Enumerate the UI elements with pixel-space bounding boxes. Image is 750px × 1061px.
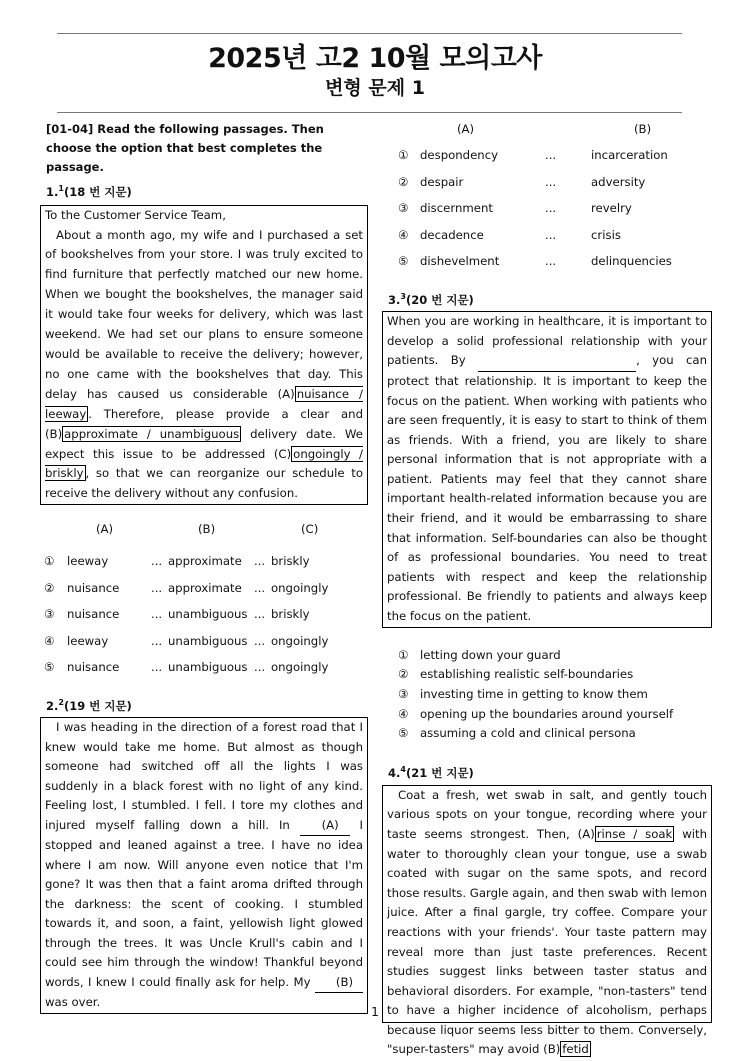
q1-option-2[interactable]: ② nuisance ... approximate ... ongoingly (44, 580, 329, 595)
q2-option-3[interactable]: ③ discernment ... revelry (398, 201, 632, 215)
left-column (40, 120, 368, 1014)
q2-option-headers: (A) (B) (457, 122, 652, 136)
q2-blank-b: (B) (315, 973, 363, 994)
q4-choice-b: fetid (562, 1042, 589, 1057)
q3-option-5[interactable]: ⑤ assuming a cold and clinical persona (398, 726, 636, 741)
q2-option-4[interactable]: ④ decadence ... crisis (398, 227, 621, 242)
q2-option-5[interactable]: ⑤ dishevelment ... delinquencies (398, 254, 672, 268)
q3-option-4[interactable]: ④ opening up the boundaries around yourself (398, 706, 674, 721)
q3-heading: 3.$^3$(20 번 지문) (388, 291, 474, 307)
q3-options (382, 646, 712, 745)
q1-options (40, 552, 368, 685)
q2-options (382, 146, 712, 279)
page-number: 1 (371, 1004, 379, 1019)
page-subtitle: 변형 문제 1 (325, 77, 425, 99)
q3-option-2[interactable]: ② establishing realistic self-boundaries (398, 667, 634, 682)
q1-choice-b: approximate / unambiguous (64, 426, 240, 441)
q3-passage: When you are working in healthcare, it is important to develop a solid professional relationship with your patients. By , you can protect that relationship. It is important to keep the focus on the patient. When working with patients who are seen frequently, it is easy to start to think of them as friends. With a friend, you are likely to share personal information that is not appropriate with a patient. Patients may feel that they cannot share important health-related information because you are their friend, and it would be embarrassing to share that information. Self-boundaries can also be thought of as professional boundaries. You need to treat patients with respect and keep the relationship professional. Be friendly to patients and always keep the focus on the patient. (382, 311, 712, 628)
q4-passage: Coat a fresh, wet swab in salt, and gently touch various spots on your tongue, recording where your taste seems strongest. Then, (A) rinse / soak with water to thoroughly clean your tongue, use a swab coated with sugar on the same spots, and record those results. Gargle again, and then swab with lemon juice. After a final gargle, try coffee. Compare your reactions with your friends'. Your taste pattern may reveal more than just taste preferences. Recent studies suggest links between taster status and behavioral disorders. For example, "non-tasters" tend to have a higher incidence of alcoholism, perhaps because liquor seems less bitter to them. Conversely, "super-tasters" may avoid (B) fetid (382, 785, 712, 1023)
q3-option-3[interactable]: ③ investing time in getting to know them (398, 687, 648, 702)
q1-heading: 1.$^1$(18 번 지문) (46, 184, 132, 199)
q1-option-3[interactable]: ③ nuisance ... unambiguous ... briskly (44, 607, 310, 622)
q3-blank (478, 351, 636, 372)
header-rule (57, 112, 682, 113)
q1-option-headers: (A) (B) (C) (96, 522, 319, 537)
q3-option-1[interactable]: ① letting down your guard (398, 647, 561, 662)
right-column (382, 120, 712, 1057)
q1-passage (40, 205, 368, 506)
q1-option-1[interactable]: ① leeway ... approximate ... briskly (44, 554, 310, 569)
top-rule (57, 33, 682, 34)
q2-option-1[interactable]: ① despondency ... incarceration (398, 148, 668, 162)
q1-greeting: To the Customer Service Team, (45, 207, 226, 222)
q4-choice-a: rinse / soak (596, 826, 673, 841)
q2-blank-a: (A) (300, 816, 350, 837)
q1-option-4[interactable]: ④ leeway ... unambiguous ... ongoingly (44, 633, 329, 648)
q1-option-5[interactable]: ⑤ nuisance ... unambiguous ... ongoingly (44, 660, 329, 675)
q1-choice-c: ongoingly / briskly (45, 446, 363, 481)
q1-body: About a month ago, my wife and I purchased a set of bookshelves from your store. I was truly excited to find furniture that perfectly matched our new home. When we bought the bookshelves, the manager said it would take four weeks for delivery, which was last weekend. We had set our plans to ensure someone would be available to receive the delivery; however, no one came with the bookshelves that day. This delay has caused us considerable (A) nuisance / leeway . Therefore, please provide a clear and (B) approximate / unambiguous delivery date. We expect this issue to be addressed (C) ongoingly / briskly , so that we can reorganize our schedule to receive the delivery without any confusion. (45, 227, 363, 501)
q2-passage: I was heading in the direction of a forest road that I knew would take me home. But almost as though someone had switched off all the lights I was suddenly in a black forest with no light of any kind. Feeling lost, I stumbled. I fell. I tore my clothes and injured myself falling down a hill. In (A) I stopped and leaned against a tree. I have no idea where I am now. Will anyone even notice that I'm gone? It was then that a faint aroma drifted through the darkness: the scent of cooking. I stumbled towards it, and soon, a faint, yellowish light glowed through the trees. It was Uncle Krull's cabin and I could see him through the window! Thankful beyond words, I knew I could finally ask for help. My (B) was over. (40, 717, 368, 1014)
instructions: [01-04] Read the following passages. Then choose the option that best completes the passage. (46, 122, 324, 174)
q2-heading: 2.$^2$(19 번 지문) (46, 697, 132, 713)
q1-choice-a: nuisance / leeway (45, 386, 363, 421)
q2-option-2[interactable]: ② despair ... adversity (398, 174, 646, 189)
page-title: 2025년 고2 10월 모의고사 (208, 43, 542, 74)
q4-heading: 4.$^4$(21 번 지문) (388, 765, 474, 780)
